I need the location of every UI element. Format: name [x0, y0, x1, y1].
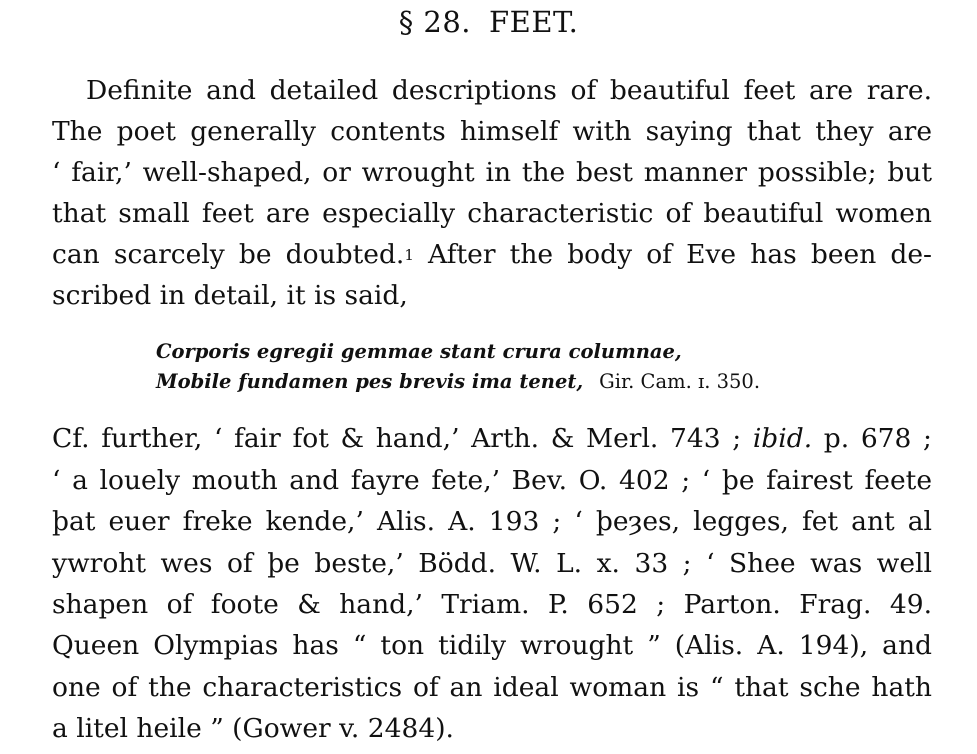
section-heading — [0, 2, 977, 42]
section-title: FEET. — [489, 5, 579, 39]
paragraph-1-line-4: that small feet are especially characteristic of beautiful women — [52, 198, 932, 229]
paragraph-2-line-2: ‘ a louely mouth and fayre fete,’ Bev. O. 402 ; ‘ þe fairest feete — [52, 465, 932, 496]
verse-line-2-text: Mobile fundamen pes brevis ima tenet, — [156, 370, 584, 393]
section-number: § 28. — [398, 5, 472, 39]
line-1-text-a: Cf. further, ‘ fair fot & hand,’ Arth. & Merl. 743 ; — [52, 423, 742, 454]
verse-line-2 — [156, 368, 760, 396]
paragraph-2-line-1 — [52, 418, 932, 459]
paragraph-2-line-4: ywroht wes of þe beste,’ Bödd. W. L. x. 33 ; ‘ Shee was well — [52, 548, 932, 579]
paragraph-1-line-6: scribed in detail, it is said, — [52, 280, 408, 311]
line-5-text-b: After the body of Eve has been de- — [428, 239, 933, 270]
verse-line-1: Corporis egregii gemmae stant crura columnae, — [156, 340, 682, 363]
ibid-text: ibid. — [752, 423, 813, 454]
paragraph-2-line-5: shapen of foote & hand,’ Triam. P. 652 ; Parton. Frag. 49. — [52, 589, 932, 620]
line-1-text-b: p. 678 ; — [823, 423, 932, 454]
paragraph-1-line-1: Definite and detailed descriptions of beautiful feet are rare. — [86, 75, 932, 106]
line-5-text-a: can scarcely be doubted. — [52, 239, 405, 270]
paragraph-1-line-5 — [52, 234, 932, 279]
paragraph-2-line-6: Queen Olympias has “ ton tidily wrought ” (Alis. A. 194), and — [52, 630, 932, 661]
paragraph-1-line-3: ‘ fair,’ well-shaped, or wrought in the best manner possible; but — [52, 157, 932, 188]
paragraph-2-line-8: a litel heile ” (Gower v. 2484). — [52, 713, 454, 744]
paragraph-2-line-7: one of the characteristics of an ideal woman is “ that sche hath — [52, 672, 932, 703]
paragraph-1-line-2: The poet generally contents himself with saying that they are — [52, 116, 932, 147]
paragraph-2-line-3: þat euer freke kende,’ Alis. A. 193 ; ‘ þeȝes, legges, fet ant al — [52, 506, 932, 537]
footnote-marker: 1 — [404, 246, 414, 264]
verse-reference: Gir. Cam. ɪ. 350. — [599, 370, 761, 393]
